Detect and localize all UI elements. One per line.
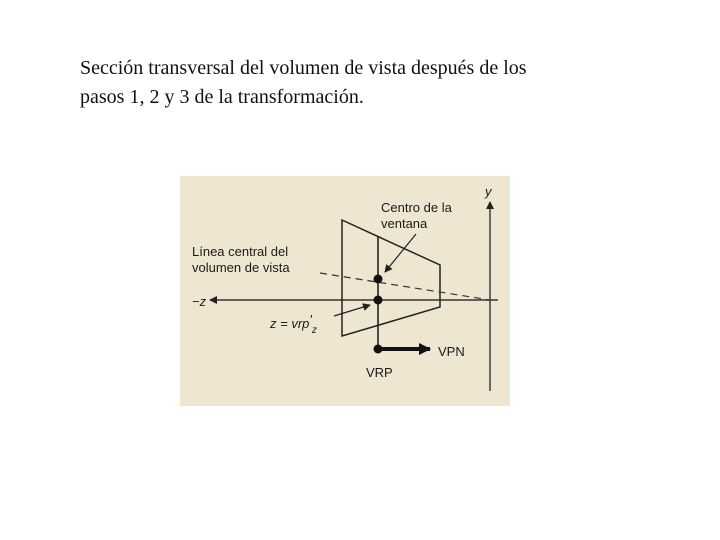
caption-line-2: pasos 1, 2 y 3 de la transformación. bbox=[80, 86, 364, 108]
vpn-label: VPN bbox=[438, 344, 465, 359]
caption-line-1: Sección transversal del volumen de vista después de los bbox=[80, 57, 527, 79]
center-line-label-line-2: volumen de vista bbox=[192, 260, 290, 275]
figure-background bbox=[180, 176, 510, 406]
vrp-z-point bbox=[374, 296, 383, 305]
view-volume-diagram bbox=[180, 176, 510, 406]
y-axis-label: y bbox=[485, 184, 492, 199]
diagram-svg bbox=[180, 176, 510, 406]
vrp-label: VRP bbox=[366, 365, 393, 380]
window-center-label-line-1: Centro de la bbox=[381, 200, 452, 215]
z-equation-label: $z = vrp'_z$ bbox=[270, 312, 317, 336]
window-center-point bbox=[374, 275, 383, 284]
slide-caption bbox=[80, 54, 680, 112]
center-line-label-line-1: Línea central del bbox=[192, 244, 289, 259]
window-center-label-line-2: ventana bbox=[381, 216, 428, 231]
z-axis-label: −z bbox=[192, 294, 207, 309]
